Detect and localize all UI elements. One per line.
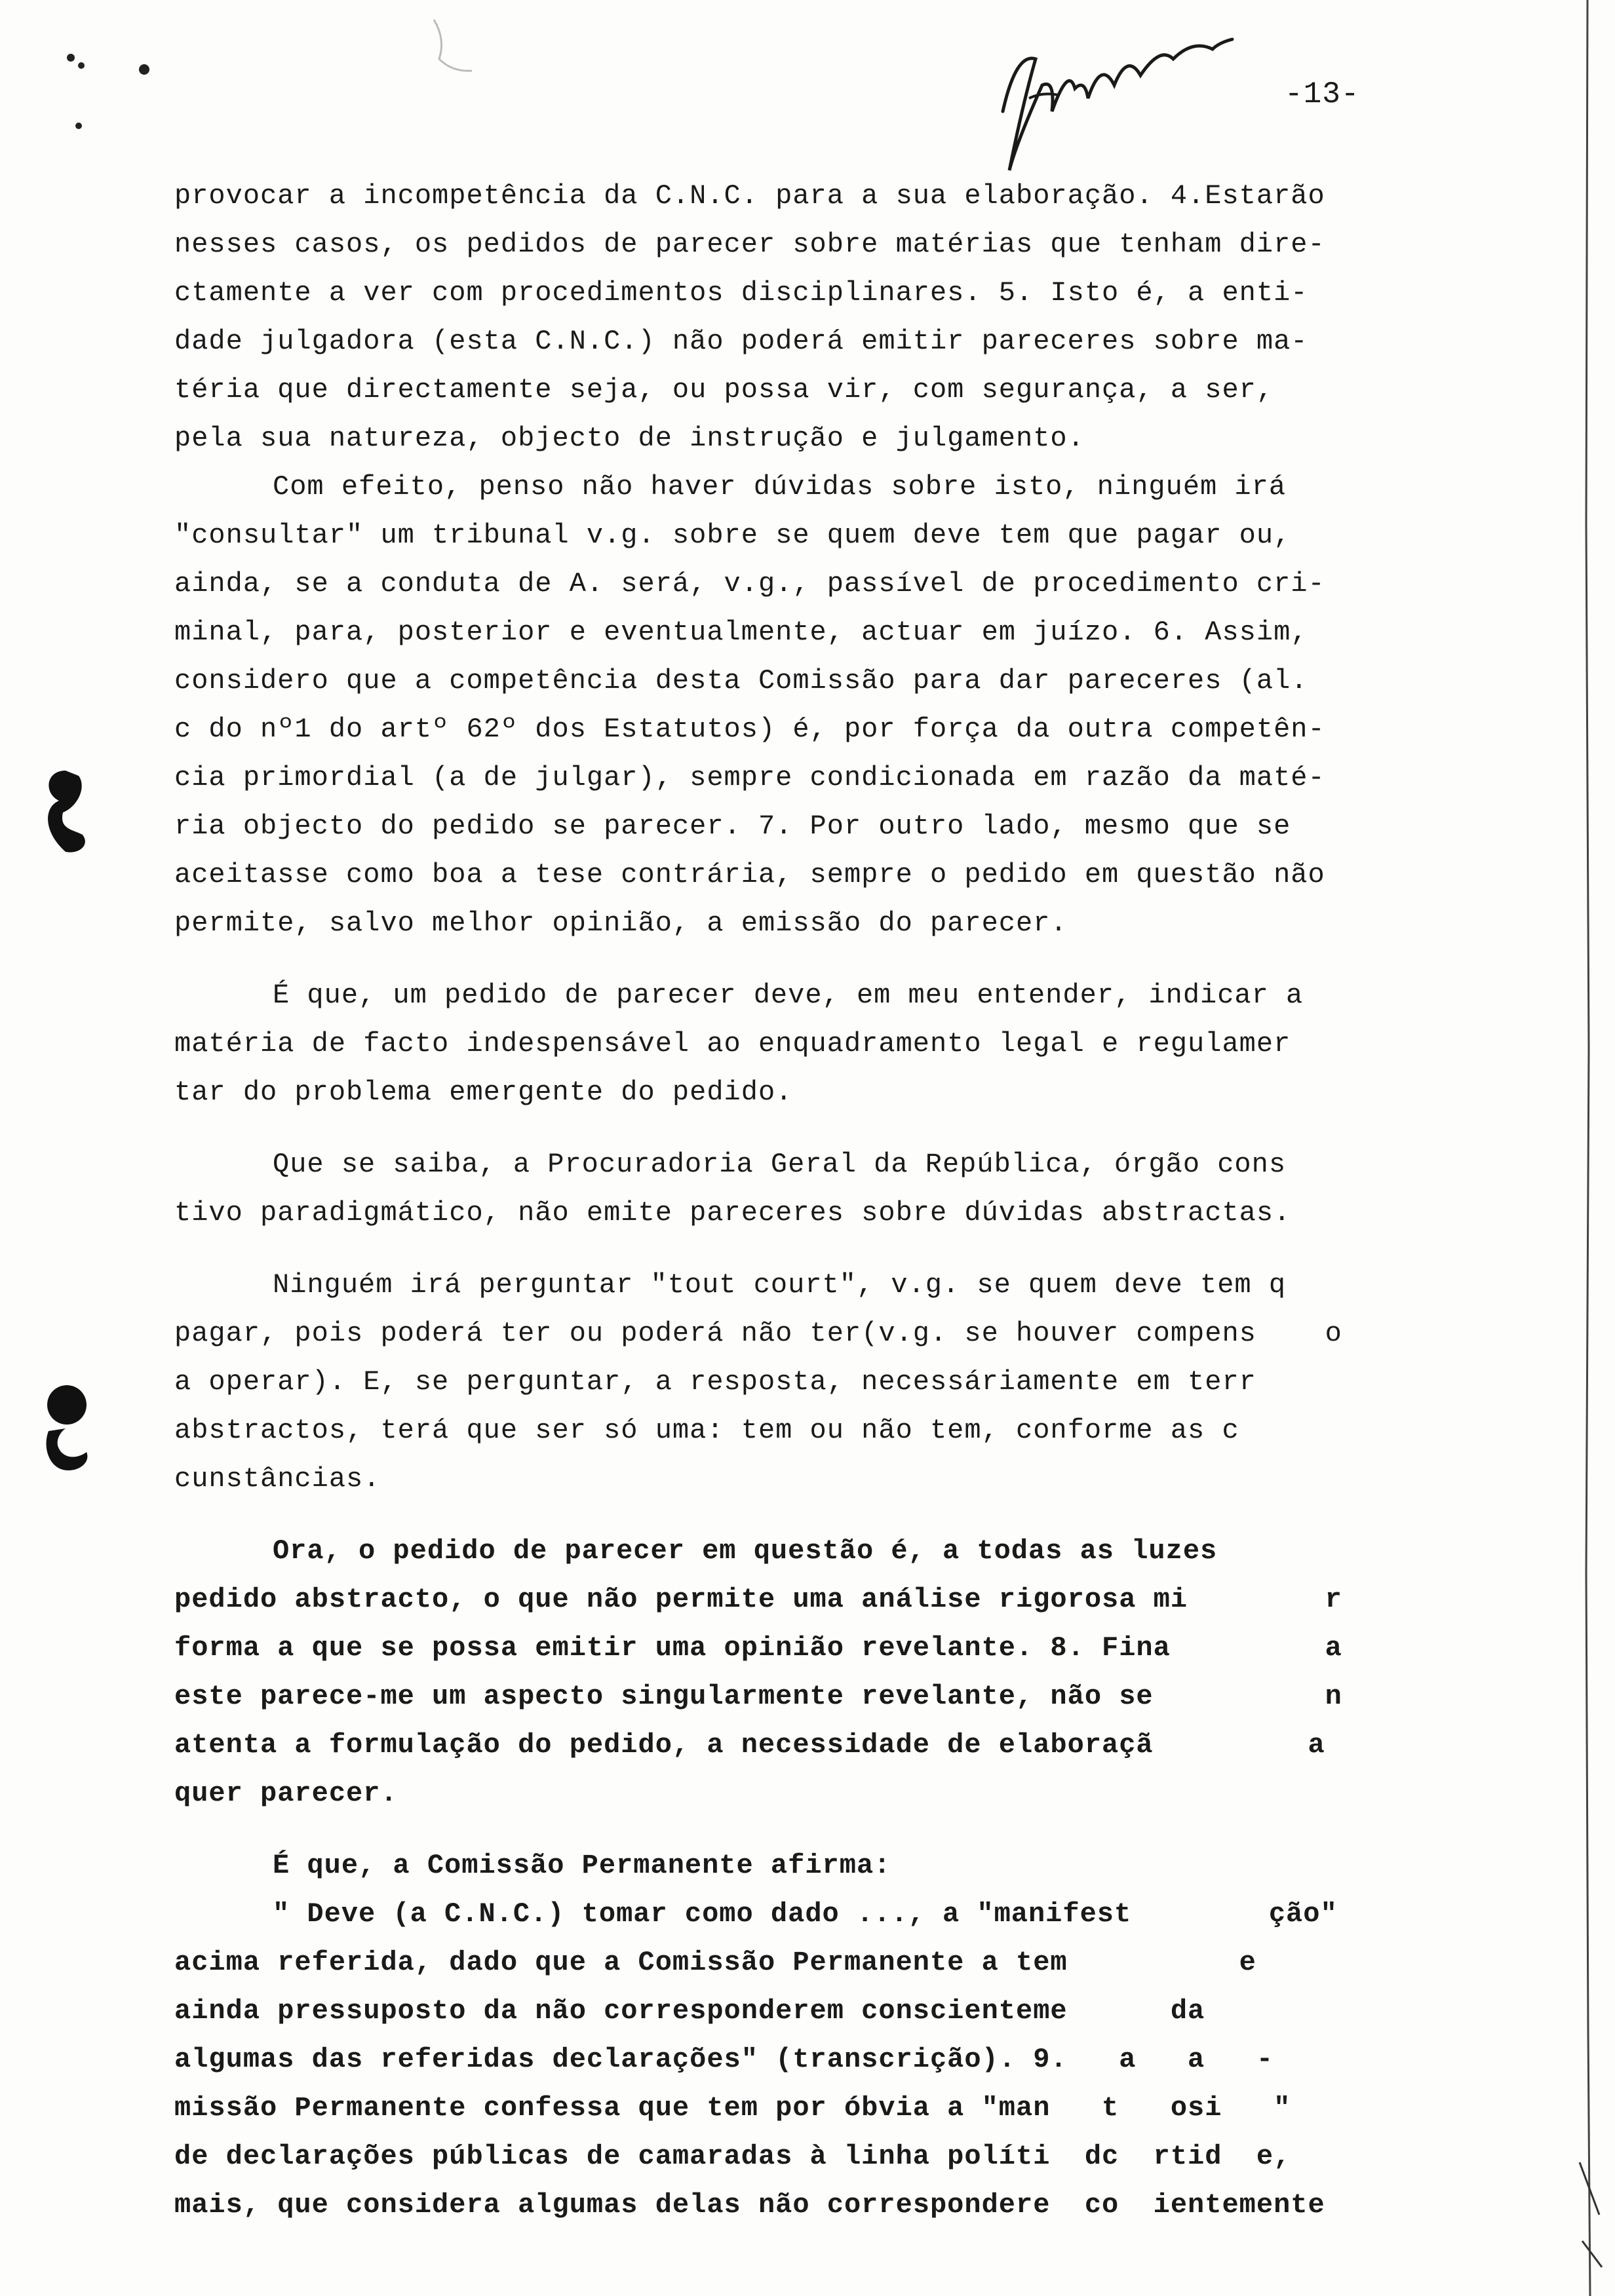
text-line: Ora, o pedido de parecer em questão é, a todas as luzes [273, 1535, 1218, 1567]
text-line: c do nº1 do artº 62º dos Estatutos) é, por força da outra competên- [174, 714, 1325, 745]
text-line: minal, para, posterior e eventualmente, actuar em juízo. 6. Assim, [174, 617, 1308, 648]
punch-hole-mark [39, 767, 92, 858]
text-line: quer parecer. [174, 1778, 398, 1809]
text-line: Ninguém irá perguntar "tout court", v.g. se quem deve tem q [273, 1269, 1287, 1301]
text-line: atenta a formulação do pedido, a necessidade de elaboraçã a [174, 1729, 1325, 1761]
text-line: ainda pressuposto da não corresponderem conscienteme da [174, 1995, 1205, 2027]
text-line: provocar a incompetência da C.N.C. para a sua elaboração. 4.Estarão [174, 180, 1325, 212]
paragraph-gap [174, 947, 1544, 971]
text-line: abstractos, terá que ser só uma: tem ou não tem, conforme as c [174, 1415, 1239, 1446]
paragraph [174, 1527, 1544, 1818]
text-line: forma a que se possa emitir uma opinião revelante. 8. Fina a [174, 1632, 1342, 1664]
text-line: matéria de facto indespensável ao enquadramento legal e regulamer [174, 1028, 1291, 1060]
corner-ink-marks [52, 13, 498, 144]
text-line: téria que directamente seja, ou possa vir, com segurança, a ser, [174, 374, 1274, 406]
text-line: ainda, se a conduta de A. será, v.g., passível de procedimento cri- [174, 568, 1325, 600]
text-line: dade julgadora (esta C.N.C.) não poderá emitir pareceres sobre ma- [174, 326, 1308, 357]
text-line: ctamente a ver com procedimentos disciplinares. 5. Isto é, a enti- [174, 277, 1308, 309]
text-line: pagar, pois poderá ter ou poderá não ter(v.g. se houver compens o [174, 1318, 1342, 1349]
ink-dot [75, 123, 82, 129]
paragraph-gap [174, 1117, 1544, 1140]
paragraph [174, 1261, 1544, 1503]
paragraph [174, 1841, 1544, 2229]
paragraph-gap [174, 1818, 1544, 1841]
punch-hole-mark [39, 1383, 92, 1474]
ink-dot [67, 54, 75, 62]
text-line: permite, salvo melhor opinião, a emissão do parecer. [174, 908, 1068, 939]
page-number: -13- [1285, 77, 1360, 111]
paragraph [174, 971, 1544, 1117]
text-line: "consultar" um tribunal v.g. sobre se quem deve tem que pagar ou, [174, 520, 1291, 551]
paragraph [174, 172, 1544, 463]
text-line: de declarações públicas de camaradas à linha políti dc rtid e, [174, 2141, 1291, 2172]
ink-dot [139, 64, 149, 75]
text-line: a operar). E, se perguntar, a resposta, necessáriamente em terr [174, 1366, 1256, 1398]
paragraph-gap [174, 1237, 1544, 1261]
text-line: ria objecto do pedido se parecer. 7. Por outro lado, mesmo que se [174, 811, 1291, 842]
handwritten-signature [944, 13, 1252, 177]
text-line: É que, um pedido de parecer deve, em meu entender, indicar a [273, 980, 1304, 1011]
paragraph [174, 1140, 1544, 1237]
ink-dot [78, 62, 85, 69]
text-line: pedido abstracto, o que não permite uma análise rigorosa mi r [174, 1584, 1342, 1615]
text-line: missão Permanente confessa que tem por óbvia a "man t osi " [174, 2092, 1291, 2124]
text-line: Com efeito, penso não haver dúvidas sobre isto, ninguém irá [273, 471, 1287, 503]
text-line: mais, que considera algumas delas não correspondere co ientemente [174, 2189, 1325, 2221]
text-line: " Deve (a C.N.C.) tomar como dado ..., a "manifest ção" [273, 1898, 1338, 1930]
text-line: tar do problema emergente do pedido. [174, 1077, 793, 1108]
text-line: É que, a Comissão Permanente afirma: [273, 1850, 891, 1881]
paragraph [174, 463, 1544, 947]
paragraph-gap [174, 1503, 1544, 1527]
text-line: aceitasse como boa a tese contrária, sempre o pedido em questão não [174, 859, 1325, 890]
text-line: acima referida, dado que a Comissão Permanente a tem e [174, 1947, 1256, 1978]
text-line: este parece-me um aspecto singularmente revelante, não se n [174, 1681, 1342, 1712]
text-line: considero que a competência desta Comissão para dar pareceres (al. [174, 665, 1308, 697]
text-line: cunstâncias. [174, 1463, 381, 1495]
text-line: cia primordial (a de julgar), sempre condicionada em razão da maté- [174, 762, 1325, 794]
text-line: Que se saiba, a Procuradoria Geral da República, órgão cons [273, 1149, 1287, 1180]
text-line: tivo paradigmático, não emite pareceres sobre dúvidas abstractas. [174, 1197, 1291, 1229]
faint-mark [434, 20, 472, 71]
text-line: pela sua natureza, objecto de instrução e julgamento. [174, 423, 1085, 454]
body-text [174, 172, 1544, 2229]
text-line: algumas das referidas declarações" (transcrição). 9. a a - [174, 2044, 1274, 2075]
page-edge-line [1573, 0, 1615, 2296]
text-line: nesses casos, os pedidos de parecer sobre matérias que tenham dire- [174, 229, 1325, 260]
